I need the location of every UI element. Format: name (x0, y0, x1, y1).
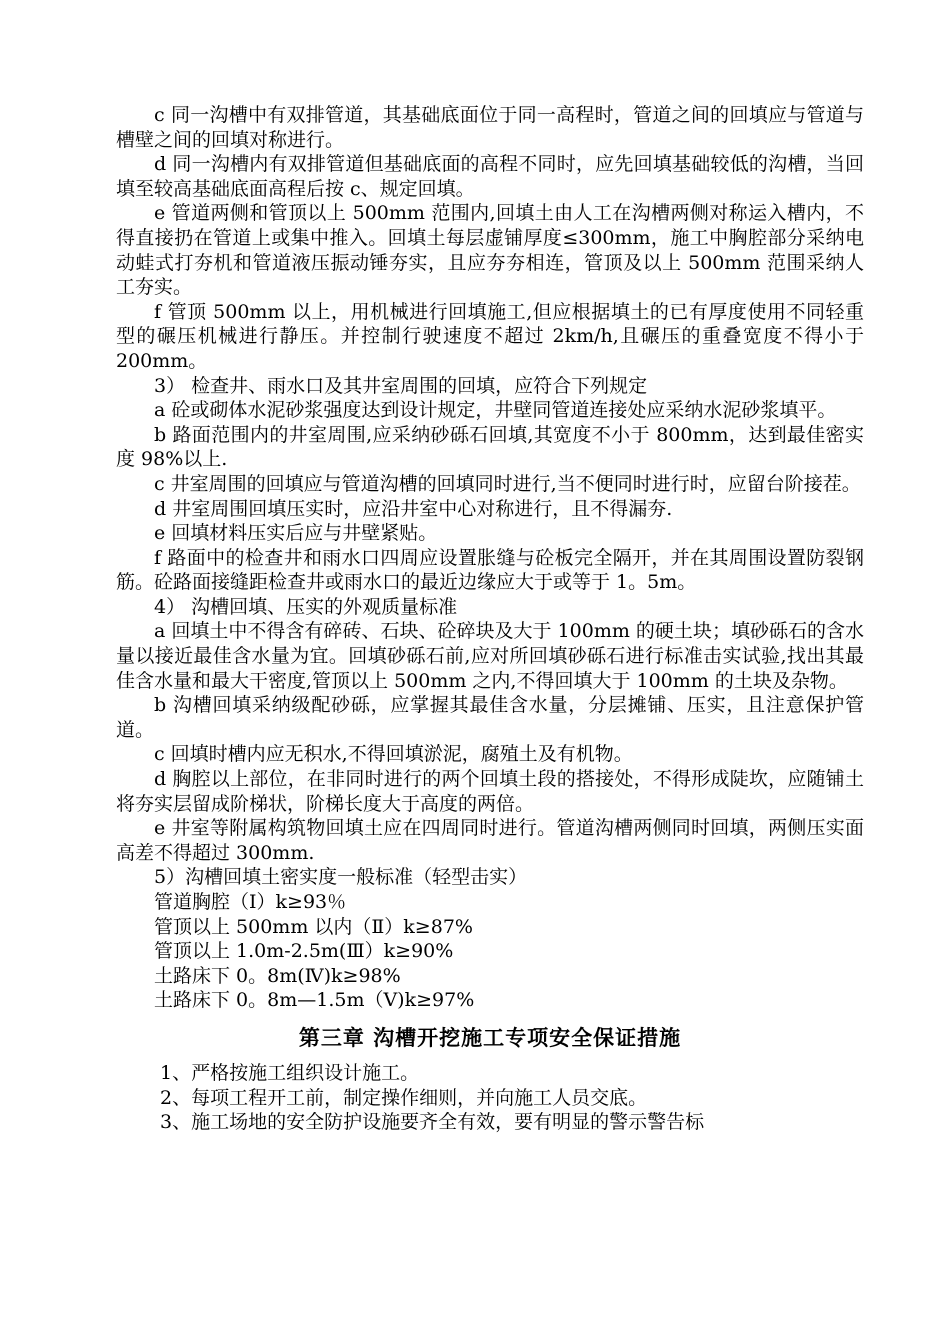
paragraph: c 同一沟槽中有双排管道，其基础底面位于同一高程时，管道之间的回填应与管道与槽壁之间的回填对称进行。 (116, 104, 864, 151)
paragraph: e 回填材料压实后应与井壁紧贴。 (154, 522, 438, 545)
compaction-standard-item: 土路床下 0。8m—1.5m（Ⅴ)k≥97% (154, 989, 475, 1012)
safety-measure-item: 1、严格按施工组织设计施工。 (160, 1061, 420, 1084)
paragraph: b 路面范围内的井室周围,应采纳砂砾石回填,其宽度不小于 800mm，达到最佳密实度 98%以上. (116, 423, 864, 471)
compaction-standard-item: 管顶以上 1.0m-2.5m(Ⅲ）k≥90% (154, 940, 454, 963)
paragraph: d 同一沟槽内有双排管道但基础底面的高程不同时，应先回填基础较低的沟槽，当回填至较高基础底面高程后按 c、规定回填。 (116, 153, 864, 200)
paragraph: 5）沟槽回填土密实度一般标准（轻型击实） (154, 866, 528, 889)
paragraph: e 管道两侧和管顶以上 500mm 范围内,回填土由人工在沟槽两侧对称运入槽内，不得直接扔在管道上或集中推入。回填土每层虚铺厚度≤300mm，施工中胸腔部分采纳电动蛙式打夯机和管道液压振动锤夯实，且应夯夯相连，管顶及以上 500mm 范围采纳人工夯实。 (116, 202, 864, 299)
compaction-standard-item: 土路床下 0。8m(Ⅳ)k≥98% (154, 964, 401, 987)
paragraph: a 回填土中不得含有碎砖、石块、砼碎块及大于 100mm 的硬土块；填砂砾石的含水量以接近最佳含水量为宜。回填砂砾石前,应对所回填砂砾石进行标准击实试验,找出其最佳含水量和最大干密度,管顶以上 500mm 之内,不得回填大于 100mm 的土块及杂物。 (116, 620, 864, 692)
paragraph: c 井室周围的回填应与管道沟槽的回填同时进行,当不便同时进行时，应留台阶接茬。 (154, 472, 861, 495)
paragraph: b 沟槽回填采纳级配砂砾，应掌握其最佳含水量，分层摊铺、压实，且注意保护管道。 (116, 694, 864, 741)
chapter-heading: 第三章 沟槽开挖施工专项安全保证措施 (298, 1025, 682, 1050)
paragraph: f 路面中的检查井和雨水口四周应设置胀缝与砼板完全隔开，并在其周围设置防裂钢筋。砼路面接缝距检查井或雨水口的最近边缘应大于或等于 1。5m。 (116, 546, 864, 594)
paragraph: c 回填时槽内应无积水,不得回填淤泥，腐殖土及有机物。 (154, 743, 633, 766)
document-page (116, 103, 864, 1135)
compaction-standard-item: 管道胸腔（Ⅰ）k≥93％ (154, 891, 347, 913)
paragraph: d 井室周围回填压实时，应沿井室中心对称进行，且不得漏夯. (154, 497, 673, 520)
paragraph: a 砼或砌体水泥砂浆强度达到设计规定，井壁同管道连接处应采纳水泥砂浆填平。 (154, 399, 837, 422)
paragraph: 3） 检查井、雨水口及其井室周围的回填，应符合下列规定 (154, 374, 648, 397)
paragraph: f 管顶 500mm 以上，用机械进行回填施工,但应根据填土的已有厚度使用不同轻重型的碾压机械进行静压。并控制行驶速度不超过 2km/h,且碾压的重叠宽度不得小于 200mm。 (116, 300, 864, 372)
compaction-standard-item: 管顶以上 500mm 以内（Ⅱ）k≥87% (154, 915, 473, 938)
safety-measure-item: 3、施工场地的安全防护设施要齐全有效，要有明显的警示警告标 (160, 1111, 705, 1134)
safety-measure-item: 2、每项工程开工前，制定操作细则，并向施工人员交底。 (160, 1086, 648, 1109)
paragraph: e 井室等附属构筑物回填土应在四周同时进行。管道沟槽两侧同时回填，两侧压实面高差不得超过 300mm. (116, 817, 864, 864)
paragraph: 4） 沟槽回填、压实的外观质量标准 (154, 595, 458, 618)
paragraph: d 胸腔以上部位，在非同时进行的两个回填土段的搭接处，不得形成陡坎，应随铺土将夯实层留成阶梯状，阶梯长度大于高度的两倍。 (116, 768, 864, 815)
